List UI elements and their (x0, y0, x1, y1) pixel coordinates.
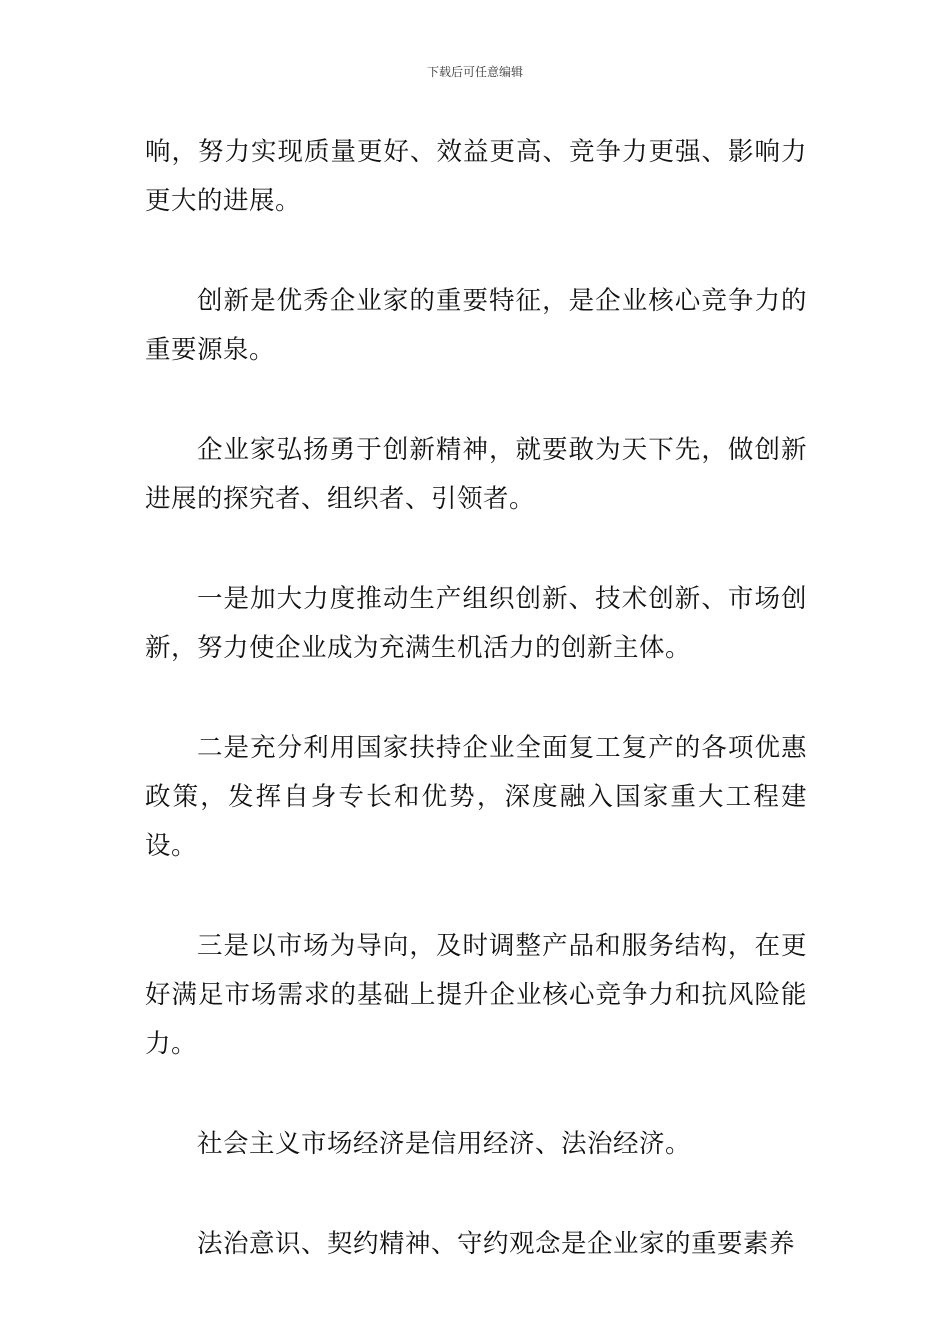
paragraph-5: 二是充分利用国家扶持企业全面复工复产的各项优惠政策，发挥自身专长和优势，深度融入国家重大工程建设。 (145, 733, 807, 861)
paragraph-2: 创新是优秀企业家的重要特征，是企业核心竞争力的重要源泉。 (145, 286, 807, 365)
paragraph-1: 响，努力实现质量更好、效益更高、竞争力更强、影响力更大的进展。 (145, 137, 807, 216)
document-body (145, 128, 807, 1269)
paragraph-7: 社会主义市场经济是信用经济、法治经济。 (197, 1129, 692, 1159)
paragraph-4: 一是加大力度推动生产组织创新、技术创新、市场创新，努力使企业成为充满生机活力的创新主体。 (145, 584, 807, 663)
paragraph-8: 法治意识、契约精神、守约观念是企业家的重要素养 (197, 1229, 796, 1259)
paragraph-3: 企业家弘扬勇于创新精神，就要敢为天下先，做创新进展的探究者、组织者、引领者。 (145, 435, 807, 514)
page-header-note: 下载后可任意编辑 (426, 65, 523, 79)
paragraph-6: 三是以市场为导向，及时调整产品和服务结构，在更好满足市场需求的基础上提升企业核心竞争力和抗风险能力。 (145, 931, 807, 1059)
